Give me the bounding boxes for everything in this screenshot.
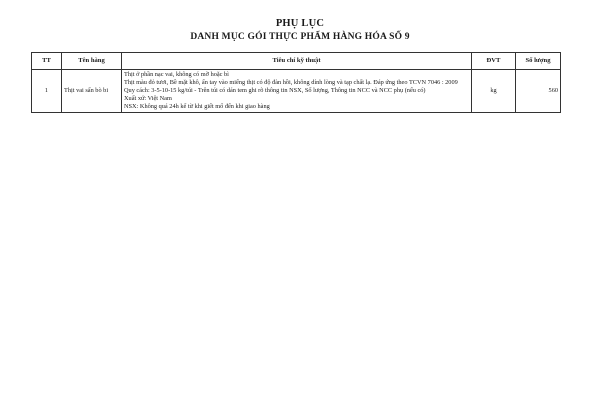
cell-quantity: 560 <box>516 70 561 113</box>
document-title: PHỤ LỤC <box>275 18 325 29</box>
cell-criteria <box>122 70 472 113</box>
goods-table <box>31 52 561 113</box>
criteria-line: Quy cách: 3-5-10-15 kg/túi - Trên túi có dán tem ghi rõ thông tin NSX, Số lượng, Thông tin NCC và NCC phụ (nếu có) <box>124 87 426 95</box>
header-criteria: Tiêu chí kỹ thuật <box>122 53 472 70</box>
table-row <box>32 70 561 113</box>
cell-unit: kg <box>472 70 516 113</box>
header-quantity: Số lượng <box>516 53 561 70</box>
cell-tt: 1 <box>32 70 62 113</box>
header-tt: TT <box>32 53 62 70</box>
table-header-row <box>32 53 561 70</box>
header-name: Tên hàng <box>62 53 122 70</box>
criteria-line: Thịt ở phần nạc vai, không có mỡ hoặc bì <box>124 71 229 78</box>
criteria-line: Thịt màu đỏ tươi, Bề mặt khô, ấn tay vào miếng thịt có độ đàn hồi, không dính lòng và tạp chất lạ. Đáp ứng theo TCVN 7046 : 2009 <box>124 79 458 87</box>
cell-name: Thịt vai sấn bò bi <box>62 70 122 113</box>
criteria-line: NSX: Không quá 24h kể từ khi giết mổ đến khi giao hàng <box>124 103 270 111</box>
document-subtitle: DANH MỤC GÓI THỰC PHẨM HÀNG HÓA SỐ 9 <box>190 32 410 42</box>
header-unit: ĐVT <box>472 53 516 70</box>
criteria-line: Xuất xứ: Việt Nam <box>124 95 172 103</box>
